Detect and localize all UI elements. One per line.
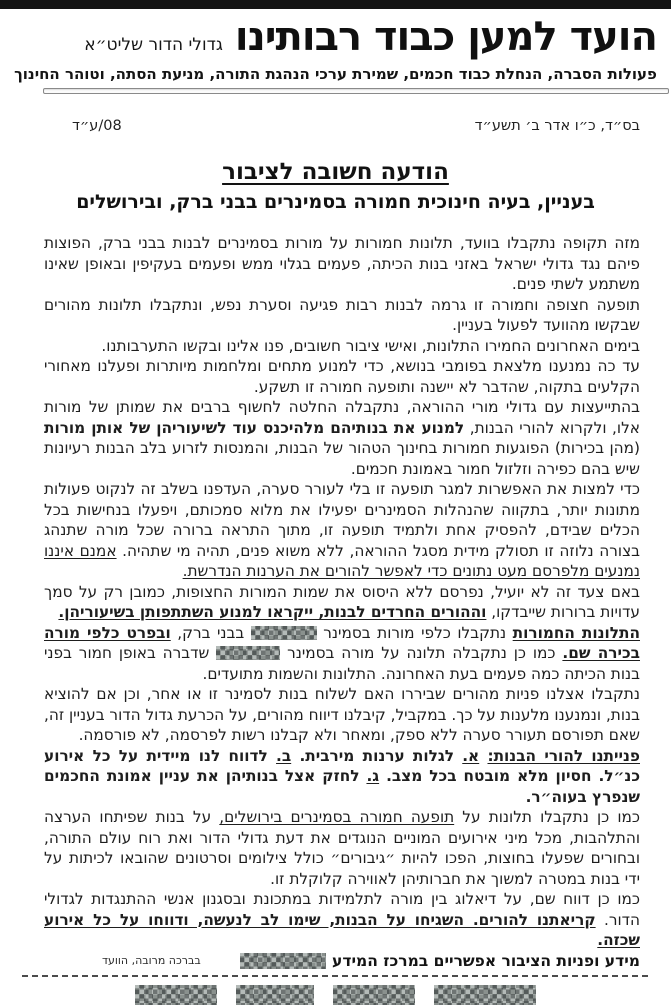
- info-line: מידע ופניות הציבור אפשריים במרכז המידע: [240, 952, 640, 970]
- redacted-seminar-name-1: [251, 626, 317, 640]
- redacted-block: [135, 985, 217, 1005]
- paragraph-2: תופעה חצופה וחמורה זו גרמה לבנות רבות פגיעה וסערת נפש, ונתקבלו תלונות מהורים שבקשו מהוועד לפעול בעניין.: [44, 295, 640, 334]
- paragraph-11: כמו כן נתקבלו תלונות על תופעה חמורה בסמינרים בירושלים, על בנות שפיתחו הערצה והתלהבות, מכל מיני אירועים המוניים הנוגדים את דעת גדולי הדור ואת רוח עולם התורה, ובחורים שפעלו בחוצות, הפכו להיות ״גיבורים״ כולל צילומים וסרטונים שהובאו לכיתות על ידי בנות במטרה למשוך את חברותיהן לאווירה קלוקלת זו.: [44, 808, 641, 888]
- paragraph-1: מזה תקופה נתקבלו בוועד, תלונות חמורות על מורות בסמינרים לבנות בבני ברק, הפוצות פיהם נגד גדולי ישראל באזני בנות הכיתה, פעמים בגלוי ממש ופעמים בעקיפין ובאופן שאינו משתמע לשתי פנים.: [44, 234, 640, 293]
- notice-heading: הודעה חשובה לציבור: [222, 159, 449, 185]
- paragraph-6: כדי למצות את האפשרות למגר תופעה זו בלי לעורר סערה, העדפנו בשלב זה לנקוט פעולות מתונות יותר, בתקווה שהנהלות הסמינרים יפעילו את מלוא סמכותם, ויפעלו בנחישות בכל הכלים שבידם, להפסיק אחת ולתמיד תופעה זו, מתוך התראה ברורה שכל מורה שתנהג בצורה נלוזה זו תסולק מידית מסגל ההוראה, ללא משוא פנים, תהיה מי שתהיה. אמנם איננו נמנעים מלפרסם מעט נתונים כדי לאפשר להורים את הערנות הנדרשת.: [44, 480, 640, 580]
- org-subtitle: פעולות הסברה, הנחלת כבוד חכמים, שמירת ערכי הנהגת התורה, מניעת הסתה, וטוהר החינוך: [14, 65, 657, 83]
- date-line: [0, 118, 671, 134]
- org-title: הועד למען כבוד רבותינו: [234, 14, 657, 60]
- org-header: [0, 9, 671, 59]
- info-contact-row: [0, 951, 671, 970]
- dashed-separator: [22, 975, 649, 977]
- paragraph-8: התלונות החמורות נתקבלו כלפי מורות בסמינר בבני ברק, ובפרט כלפי מורה בכירה שם. כמו כן נתקבלה תלונה על מורה בסמינר שדברה באופן חמור בפני בנות הכיתה כמה פעמים בעת האחרונה. התלונות והשמות מתועדים.: [44, 623, 640, 683]
- notice-body: [0, 233, 671, 951]
- scan-top-edge: [0, 0, 671, 9]
- redacted-block: [236, 985, 314, 1005]
- horizontal-rule: [43, 88, 669, 94]
- signoff: בברכה מרובה, הוועד: [102, 954, 201, 967]
- org-title-suffix: גדולי הדור שליט״א: [84, 35, 223, 55]
- paragraph-12: כמו כן דווח שם, על דיאלוג בין מורה לתלמידות במתכונת ובסגנון אנשי ההתנגדות לגדולי הדור. קריאתנו להורים. השגיחו על הבנות, שימו לב לנעשה, ודווחו על כל אירוע שכזה.: [44, 890, 640, 949]
- paragraph-9: נתקבלו אצלנו פניות מהורים שביררו האם לשלוח בנות לסמינר זו או אחר, וכן אם להוציא בנות, ונמנענו מלענות על כך. במקביל, קיבלנו דיווח מהורים, על הכרעת גדול הדור בעניין זה, שאם תפורסם תעורר סערה ללא ספק, ומאחר ולא קבלנו רשות לפרסמה, לא פורסמה.: [44, 685, 640, 744]
- redacted-footer-row: [0, 985, 671, 1005]
- notice-subheading: בעניין, בעיה חינוכית חמורה בסמינרים בבני ברק, ובירושלים: [76, 191, 595, 213]
- paragraph-4: עד כה נמנענו מלצאת בפומבי בנושא, כדי למנוע מתחים ומלחמות מיותרות ופעלנו מאחורי הקלעים בתקוה, שהדבר לא יישנה ותופעה חמורה זו תשקע.: [44, 357, 640, 396]
- redacted-block: [434, 985, 536, 1005]
- paragraph-3: בימים האחרונים החמירו התלונות, ואישי ציבור חשובים, פנו אלינו ובקשו התערבותנו.: [101, 336, 640, 355]
- hebrew-date: בס״ד, כ״ו אדר ב׳ תשע״ד: [474, 118, 640, 134]
- paragraph-10-parents-appeal: פנייתנו להורי הבנות: א. לגלות ערנות מירבית. ב. לדווח לנו מיידית על כל אירוע כנ״ל. חסיון מלא מובטח בכל מצב. ג. לחזק אצל בנותיהן את עניין אמונת החכמים שנפרץ בעוה״ר.: [44, 746, 640, 806]
- paragraph-5: בהתייעצות עם גדולי מורי ההוראה, נתקבלה החלטה לחשוף ברבים את שמותן של מורות אלו, ולקרוא להורי הבנות, למנוע את בנותיהם מלהיכנס עוד לשיעוריהן של אותן מורות (מהן בכירות) הפוגעות חמורות בחינוך הטהור של הבנות, והמנסות לזרוע בלב הבנות רעיונות שיש בהם כפירה וזלזול חמור באמונת חכמים.: [44, 398, 640, 478]
- redacted-phone-number: [240, 953, 326, 969]
- redacted-block: [333, 985, 415, 1005]
- redacted-seminar-name-2: [216, 646, 280, 660]
- paragraph-7: באם צעד זה לא יועיל, נפרסם ללא היסוס את שמות המורות החצופות, כמובן רק על סמך עדויות ברורות שייבדקו, וההורים החרדים לבנות, ייקראו למנוע השתתפותן בשיעוריהן.: [44, 582, 640, 621]
- reference-number: 08/ע״ד: [72, 118, 122, 134]
